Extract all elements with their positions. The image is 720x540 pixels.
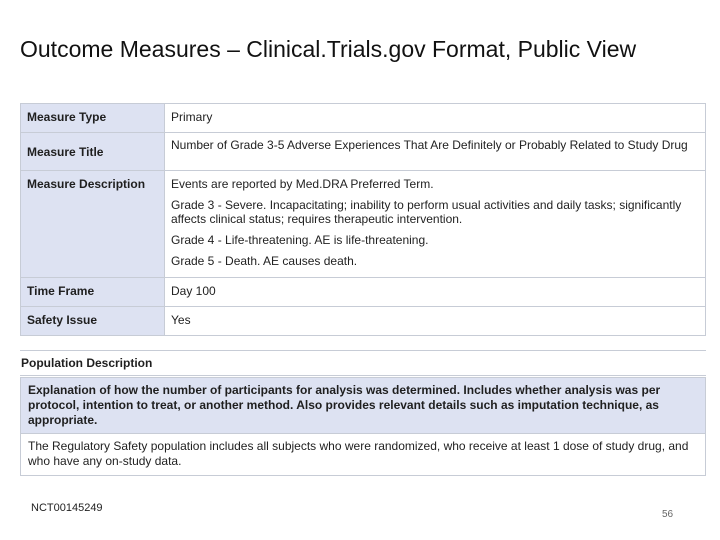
table-row: [21, 171, 706, 278]
population-description-heading: [20, 350, 706, 376]
description-paragraph: Grade 4 - Life-threatening. AE is life-threatening.: [171, 233, 429, 247]
measure-description-label: Measure Description: [21, 171, 165, 278]
table-row: [21, 278, 706, 307]
page-number: 56: [662, 509, 674, 520]
time-frame-value: Day 100: [165, 278, 706, 307]
table-row: [21, 133, 706, 171]
description-paragraph: Events are reported by Med.DRA Preferred Term.: [171, 177, 434, 191]
safety-issue-label: Safety Issue: [21, 307, 165, 336]
measure-type-value: Primary: [165, 104, 706, 133]
safety-issue-value: Yes: [165, 307, 706, 336]
measure-title-value: Number of Grade 3-5 Adverse Experiences That Are Definitely or Probably Related to Study Drug: [165, 133, 706, 171]
description-paragraph: Grade 5 - Death. AE causes death.: [171, 254, 358, 268]
outcome-measure-table: [20, 103, 706, 336]
slide-title: Outcome Measures – Clinical.Trials.gov Format, Public View: [20, 36, 637, 62]
measure-title-label: Measure Title: [21, 133, 165, 171]
population-description-box: [20, 377, 706, 476]
table-row: [21, 307, 706, 336]
population-explanation: Explanation of how the number of participants for analysis was determined. Includes whether analysis was per protocol, intention to treat, or another method. Also provides relevant details such as imputation technique, as appropriate.: [21, 378, 705, 434]
description-paragraph: Grade 3 - Severe. Incapacitating; inability to perform usual activities and daily tasks; significantly affects clinical status; requires therapeutic intervention.: [171, 198, 682, 226]
population-text: The Regulatory Safety population includes all subjects who were randomized, who receive at least 1 dose of study drug, and who have any on-study data.: [21, 434, 705, 475]
population-heading-label: Population Description: [21, 356, 153, 370]
measure-description-value: [165, 171, 706, 278]
footer-trial-id: NCT00145249: [31, 502, 103, 514]
table-row: [21, 104, 706, 133]
measure-type-label: Measure Type: [21, 104, 165, 133]
time-frame-label: Time Frame: [21, 278, 165, 307]
